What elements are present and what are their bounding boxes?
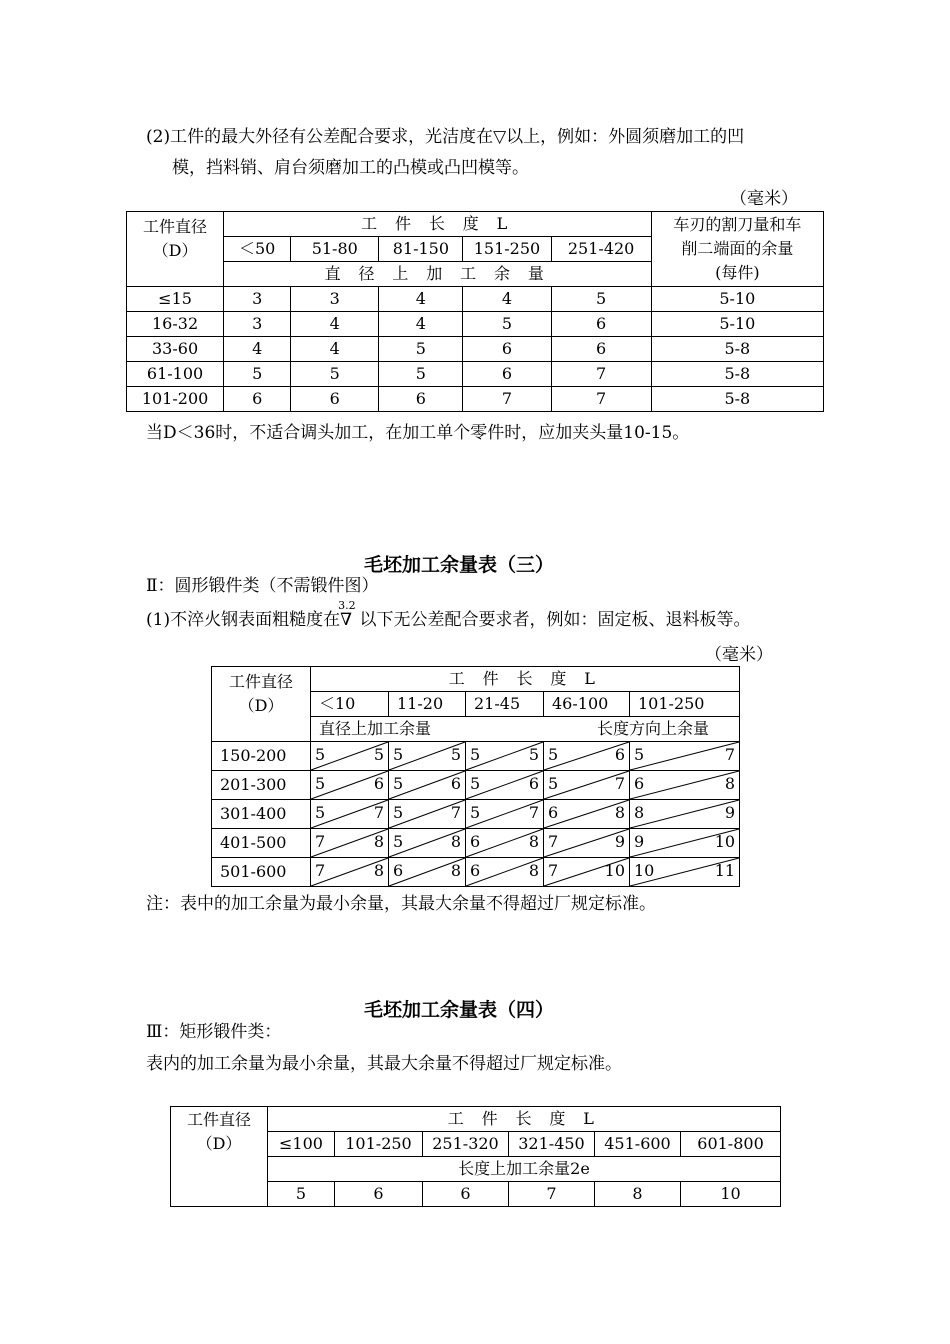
diameter-allowance: 5: [470, 745, 481, 764]
diameter-allowance: 5: [315, 803, 326, 822]
split-cell: [544, 742, 630, 771]
extra-cell: 5-8: [651, 337, 823, 362]
diameter-allowance: 6: [634, 774, 645, 793]
diameter-header-sub: （D）: [152, 241, 198, 260]
diameter-allowance: 5: [393, 832, 404, 851]
length-col: ＜50: [224, 237, 291, 262]
allowance-cell: 6: [551, 337, 651, 362]
length-col: 101-250: [630, 692, 740, 717]
table-row: [127, 362, 824, 387]
allowance-cell: 7: [551, 362, 651, 387]
diameter-allowance: 7: [548, 832, 559, 851]
table-row: [212, 800, 740, 829]
split-cell: [544, 771, 630, 800]
allowance-cell: 4: [291, 312, 379, 337]
allowance-cell: 3: [291, 287, 379, 312]
allowance-header: 直 径 上 加 工 余 量: [224, 262, 652, 287]
length-col: ≤100: [268, 1132, 335, 1157]
section2-line2: 模，挡料销、肩台须磨加工的凸模或凸凹模等。: [172, 158, 529, 178]
section3-title: 毛坯加工余量表（三）: [364, 554, 555, 576]
diameter-allowance: 5: [470, 803, 481, 822]
diameter-allowance: 5: [548, 774, 559, 793]
length-allowance: 8: [373, 861, 384, 880]
length-allowance: 7: [724, 745, 736, 764]
length-allowance: 7: [528, 803, 539, 822]
length-col: 321-450: [509, 1132, 595, 1157]
allowance-subheader: [311, 717, 740, 742]
length-allowance: 8: [614, 803, 625, 822]
length-allowance: 9: [614, 832, 625, 851]
allowance-cell: 6: [291, 387, 379, 412]
allowance-table-3: [211, 666, 740, 887]
diameter-allowance: 6: [393, 861, 404, 880]
diameter-allowance: 5: [315, 774, 326, 793]
diameter-cell: 16-32: [127, 312, 224, 337]
roughness-icon: ∇: [340, 610, 352, 630]
diameter-cell: 101-200: [127, 387, 224, 412]
length-allowance: 6: [450, 774, 461, 793]
diameter-allowance: 5: [634, 745, 645, 764]
table-row: [127, 287, 824, 312]
split-cell: [630, 742, 740, 771]
section4-subtitle: Ⅲ：矩形锻件类：: [146, 1022, 282, 1042]
length-allowance: 7: [614, 774, 625, 793]
length-header: 工 件 长 度 L: [268, 1107, 781, 1132]
length-allowance: 11: [714, 861, 736, 880]
length-allowance: 9: [724, 803, 736, 822]
diameter-cell: 201-300: [212, 771, 311, 800]
diameter-header-sub: （D）: [238, 696, 284, 715]
split-cell: [389, 800, 466, 829]
length-allowance: 6: [614, 745, 625, 764]
split-cell: [466, 829, 544, 858]
diameter-allowance: 5: [393, 745, 404, 764]
allowance-table-2: [126, 211, 824, 412]
allowance-cell: 6: [379, 387, 463, 412]
roughness-value: 3.2: [338, 599, 356, 612]
length-allowance: 8: [528, 861, 539, 880]
split-cell: [311, 742, 389, 771]
diameter-header-label: 工件直径: [186, 1110, 251, 1129]
split-cell: [466, 771, 544, 800]
allowance-value: 5: [268, 1182, 335, 1207]
roughness-symbol: [338, 599, 356, 631]
allowance-cell: 3: [224, 312, 291, 337]
table-row: [127, 312, 824, 337]
split-cell: [389, 742, 466, 771]
diameter-allowance: 5: [548, 745, 559, 764]
length-col: 451-600: [595, 1132, 681, 1157]
split-cell: [544, 829, 630, 858]
allowance-cell: 4: [224, 337, 291, 362]
allowance-cell: 6: [463, 337, 551, 362]
extra-header-line2: 削二端面的余量: [681, 239, 794, 258]
diameter-allowance: 6: [470, 861, 481, 880]
allowance-cell: 3: [224, 287, 291, 312]
length-col: 51-80: [291, 237, 379, 262]
diameter-cell: 33-60: [127, 337, 224, 362]
section4-line1: 表内的加工余量为最小余量，其最大余量不得超过厂规定标准。: [146, 1054, 622, 1074]
split-cell: [630, 858, 740, 887]
diameter-allowance: 5: [315, 745, 326, 764]
allowance-cell: 7: [463, 387, 551, 412]
split-cell: [466, 742, 544, 771]
split-cell: [466, 800, 544, 829]
allowance-cell: 4: [379, 312, 463, 337]
len-allowance-label: 长度方向上余量: [597, 719, 710, 738]
diameter-allowance: 5: [470, 774, 481, 793]
split-cell: [544, 800, 630, 829]
diameter-allowance: 5: [393, 774, 404, 793]
dia-allowance-label: 直径上加工余量: [319, 719, 432, 738]
split-cell: [630, 829, 740, 858]
length-col: 151-250: [463, 237, 551, 262]
split-cell: [389, 771, 466, 800]
diameter-cell: 501-600: [212, 858, 311, 887]
split-cell: [544, 858, 630, 887]
split-cell: [311, 800, 389, 829]
allowance-cell: 5: [551, 287, 651, 312]
allowance-cell: 5: [463, 312, 551, 337]
section2-line1: (2)工件的最大外径有公差配合要求，光洁度在▽以上，例如：外圆须磨加工的凹: [146, 127, 745, 147]
length-col: 21-45: [466, 692, 544, 717]
section3-subtitle: Ⅱ：圆形锻件类（不需锻件图）: [146, 576, 379, 596]
section3-line1-a: (1)不淬火钢表面粗糙度在: [146, 610, 341, 630]
length-allowance: 8: [724, 774, 736, 793]
section3-note: 注：表中的加工余量为最小余量，其最大余量不得超过厂规定标准。: [146, 894, 656, 914]
unit-label: （毫米）: [705, 645, 773, 665]
length-header: 工 件 长 度 L: [311, 667, 740, 692]
extra-cell: 5-10: [651, 312, 823, 337]
length-allowance: 8: [528, 832, 539, 851]
diameter-header: [171, 1107, 268, 1207]
allowance-cell: 4: [379, 287, 463, 312]
diagonal-line: [630, 742, 739, 770]
allowance-value: 8: [595, 1182, 681, 1207]
allowance-cell: 6: [551, 312, 651, 337]
diameter-header-label: 工件直径: [228, 672, 293, 691]
extra-cell: 5-8: [651, 387, 823, 412]
split-cell: [466, 858, 544, 887]
split-cell: [389, 858, 466, 887]
table-row: [127, 387, 824, 412]
allowance-cell: 5: [224, 362, 291, 387]
diameter-allowance: 9: [634, 832, 645, 851]
split-cell: [389, 829, 466, 858]
allowance-cell: 5: [291, 362, 379, 387]
length-col: 81-150: [379, 237, 463, 262]
allowance-table-4: [170, 1106, 781, 1207]
length-allowance: 5: [373, 745, 384, 764]
length-allowance: 8: [373, 832, 384, 851]
table-row: [127, 337, 824, 362]
diameter-header: [127, 212, 224, 287]
length-allowance: 10: [714, 832, 736, 851]
diameter-allowance: 5: [393, 803, 404, 822]
allowance-cell: 6: [463, 362, 551, 387]
allowance-value: 10: [681, 1182, 781, 1207]
split-cell: [311, 858, 389, 887]
diameter-allowance: 8: [634, 803, 645, 822]
allowance-value: 6: [335, 1182, 423, 1207]
length-allowance: 5: [450, 745, 461, 764]
allowance-cell: 6: [224, 387, 291, 412]
diameter-allowance: 10: [634, 861, 655, 880]
length-col: 251-420: [551, 237, 651, 262]
extra-cell: 5-10: [651, 287, 823, 312]
allowance-header: 长度上加工余量2e: [268, 1157, 781, 1182]
length-col: 11-20: [389, 692, 466, 717]
split-cell: [630, 771, 740, 800]
length-col: ＜10: [311, 692, 389, 717]
diameter-cell: 61-100: [127, 362, 224, 387]
table-row: [212, 858, 740, 887]
diameter-header: [212, 667, 311, 742]
length-col: 251-320: [423, 1132, 509, 1157]
section4-title: 毛坯加工余量表（四）: [364, 999, 555, 1021]
diameter-header-label: 工件直径: [143, 217, 208, 236]
table-row: [212, 829, 740, 858]
diameter-cell: 401-500: [212, 829, 311, 858]
diameter-allowance: 6: [548, 803, 559, 822]
extra-cell: 5-8: [651, 362, 823, 387]
extra-header-line1: 车刃的割刀量和车: [673, 215, 802, 234]
diameter-allowance: 6: [470, 832, 481, 851]
diameter-allowance: 7: [315, 832, 326, 851]
allowance-value: 7: [509, 1182, 595, 1207]
length-allowance: 7: [450, 803, 461, 822]
length-col: 101-250: [335, 1132, 423, 1157]
length-col: 601-800: [681, 1132, 781, 1157]
diagonal-line: [630, 800, 739, 828]
diameter-cell: 301-400: [212, 800, 311, 829]
length-allowance: 6: [528, 774, 539, 793]
length-allowance: 8: [450, 861, 461, 880]
length-allowance: 7: [373, 803, 384, 822]
table-row: [212, 742, 740, 771]
allowance-cell: 5: [379, 337, 463, 362]
length-col: 46-100: [544, 692, 630, 717]
extra-header: [651, 212, 823, 287]
split-cell: [311, 829, 389, 858]
extra-header-line3: (每件): [715, 263, 760, 282]
diameter-header-sub: （D）: [196, 1134, 242, 1153]
length-allowance: 10: [604, 861, 625, 880]
allowance-cell: 4: [463, 287, 551, 312]
split-cell: [311, 771, 389, 800]
section3-line1: [146, 599, 751, 631]
allowance-cell: 5: [379, 362, 463, 387]
length-allowance: 6: [373, 774, 384, 793]
allowance-cell: 4: [291, 337, 379, 362]
unit-label: （毫米）: [730, 189, 798, 209]
diameter-cell: 150-200: [212, 742, 311, 771]
split-cell: [630, 800, 740, 829]
diameter-cell: ≤15: [127, 287, 224, 312]
diagonal-line: [630, 771, 739, 799]
length-header: 工 件 长 度 L: [224, 212, 652, 237]
diameter-allowance: 7: [548, 861, 559, 880]
allowance-cell: 7: [551, 387, 651, 412]
section3-line1-b: 以下无公差配合要求者，例如：固定板、退料板等。: [354, 610, 751, 630]
diameter-allowance: 7: [315, 861, 326, 880]
length-allowance: 5: [528, 745, 539, 764]
allowance-value: 6: [423, 1182, 509, 1207]
table-row: [212, 771, 740, 800]
length-allowance: 8: [450, 832, 461, 851]
section2-note: 当D＜36时，不适合调头加工，在加工单个零件时，应加夹头量10-15。: [146, 423, 690, 443]
